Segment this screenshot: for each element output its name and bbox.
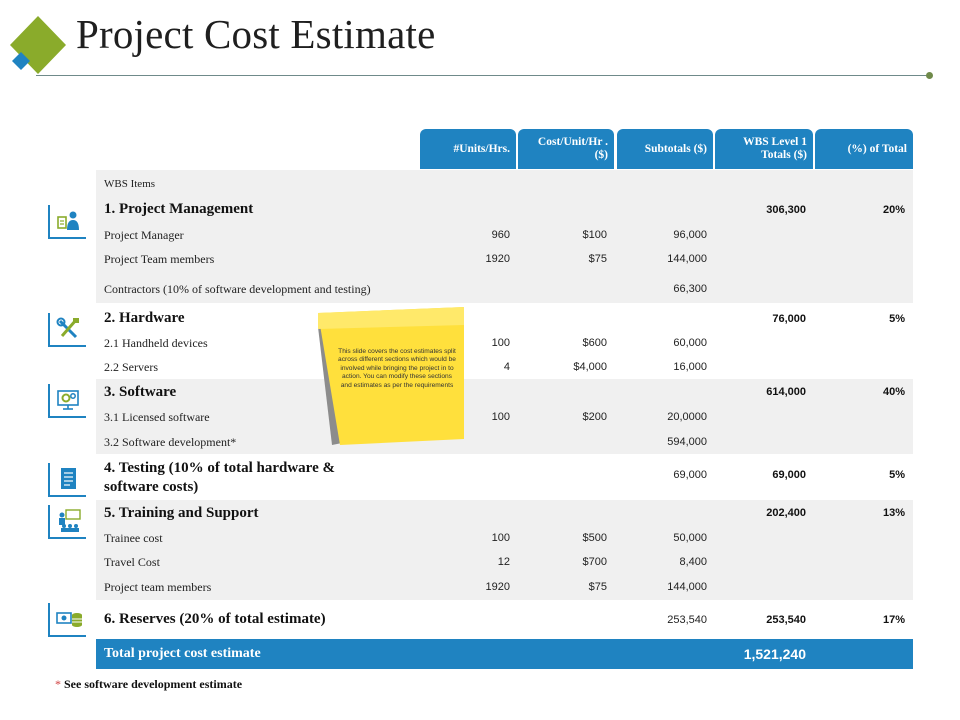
section-title-project-management: 1. Project Management — [104, 201, 254, 217]
section-icon-box — [48, 313, 86, 347]
cost-value: $700 — [582, 556, 607, 568]
row-label: Trainee cost — [104, 531, 163, 545]
manager-icon — [56, 209, 82, 233]
column-header-cost-per-unit: Cost/Unit/Hr . ($) — [518, 129, 614, 169]
row-label: 3.1 Licensed software — [104, 410, 210, 424]
units-value: 4 — [503, 361, 510, 373]
subtotal-value: 96,000 — [673, 229, 707, 241]
subtotal-value: 144,000 — [667, 253, 707, 265]
total-row — [96, 639, 913, 669]
total-label: Total project cost estimate — [104, 646, 261, 661]
row-label: Project Manager — [104, 228, 184, 242]
subtotal-value: 144,000 — [667, 581, 707, 593]
cost-value: $200 — [582, 411, 607, 423]
section-title-training: 5. Training and Support — [104, 505, 259, 521]
units-value: 100 — [491, 532, 510, 544]
page-title: Project Cost Estimate — [76, 11, 436, 57]
section-icon-box — [48, 463, 86, 497]
title-divider — [36, 75, 929, 76]
cost-value: $500 — [582, 532, 607, 544]
section-title-testing: 4. Testing (10% of total hardware & — [104, 460, 335, 476]
column-header-percent: (%) of Total — [815, 129, 913, 169]
row-label: 2.2 Servers — [104, 360, 158, 374]
section-title-software: 3. Software — [104, 384, 177, 400]
wbs-total: 614,000 — [766, 386, 806, 398]
section-title-reserves: 6. Reserves (20% of total estimate) — [104, 611, 326, 627]
section-icon-box — [48, 205, 86, 239]
units-value: 100 — [491, 411, 510, 423]
units-value: 12 — [497, 556, 510, 568]
subtotal-value: 253,540 — [667, 614, 707, 626]
money-icon — [56, 607, 84, 631]
checklist-icon — [56, 467, 82, 491]
cost-value: $75 — [588, 253, 607, 265]
footnote-marker: * — [55, 677, 61, 691]
subtotal-value: 8,400 — [679, 556, 707, 568]
row-label: 3.2 Software development* — [104, 435, 237, 449]
subtotal-value: 50,000 — [673, 532, 707, 544]
training-icon — [56, 509, 84, 533]
percent-of-total: 40% — [882, 386, 905, 398]
total-value: 1,521,240 — [743, 646, 806, 662]
cost-value: $75 — [588, 581, 607, 593]
percent-of-total: 5% — [889, 313, 905, 325]
subtotal-value: 594,000 — [667, 436, 707, 448]
column-header-subtotals: Subtotals ($) — [617, 129, 713, 169]
wbs-items-label: WBS Items — [104, 178, 156, 190]
section-icon-box — [48, 505, 86, 539]
title-divider-dot — [926, 72, 933, 79]
percent-of-total: 13% — [882, 507, 905, 519]
subtotal-value: 16,000 — [673, 361, 707, 373]
subtotal-value: 66,300 — [673, 283, 707, 295]
percent-of-total: 20% — [882, 204, 905, 216]
row-label: Contractors (10% of software development and testing) — [104, 282, 371, 296]
subtotal-value: 60,000 — [673, 337, 707, 349]
wbs-total: 202,400 — [766, 507, 806, 519]
units-value: 1920 — [485, 581, 510, 593]
units-value: 1920 — [485, 253, 510, 265]
section-icon-box — [48, 603, 86, 637]
units-value: 960 — [491, 229, 510, 241]
sticky-note-text: This slide covers the cost estimates split across different sections which would be involved while bringing the project in to action. You can modify these sections and estimates as per the requirements — [338, 348, 456, 389]
percent-of-total: 5% — [889, 469, 905, 481]
column-header-wbs-totals: WBS Level 1 Totals ($) — [715, 129, 813, 169]
monitor-gear-icon — [56, 388, 82, 412]
subtotal-value: 69,000 — [673, 469, 707, 481]
tools-icon — [56, 317, 82, 341]
row-label: Project team members — [104, 580, 212, 594]
subtotal-value: 20,0000 — [667, 411, 707, 423]
wbs-total: 253,540 — [766, 614, 806, 626]
wbs-total: 306,300 — [766, 204, 806, 216]
section-title-testing-line2: software costs) — [104, 479, 199, 495]
section-icon-box — [48, 384, 86, 418]
footnote-text: See software development estimate — [64, 677, 243, 691]
cost-value: $100 — [582, 229, 607, 241]
cost-value: $600 — [582, 337, 607, 349]
row-label: 2.1 Handheld devices — [104, 336, 208, 350]
units-value: 100 — [491, 337, 510, 349]
row-label: Project Team members — [104, 252, 215, 266]
wbs-total: 76,000 — [772, 313, 806, 325]
footnote — [55, 677, 242, 692]
percent-of-total: 17% — [882, 614, 905, 626]
column-header-units: #Units/Hrs. — [420, 129, 516, 169]
section-title-hardware: 2. Hardware — [104, 310, 185, 326]
row-label: Travel Cost — [104, 555, 160, 569]
wbs-total: 69,000 — [772, 469, 806, 481]
cost-value: $4,000 — [573, 361, 607, 373]
